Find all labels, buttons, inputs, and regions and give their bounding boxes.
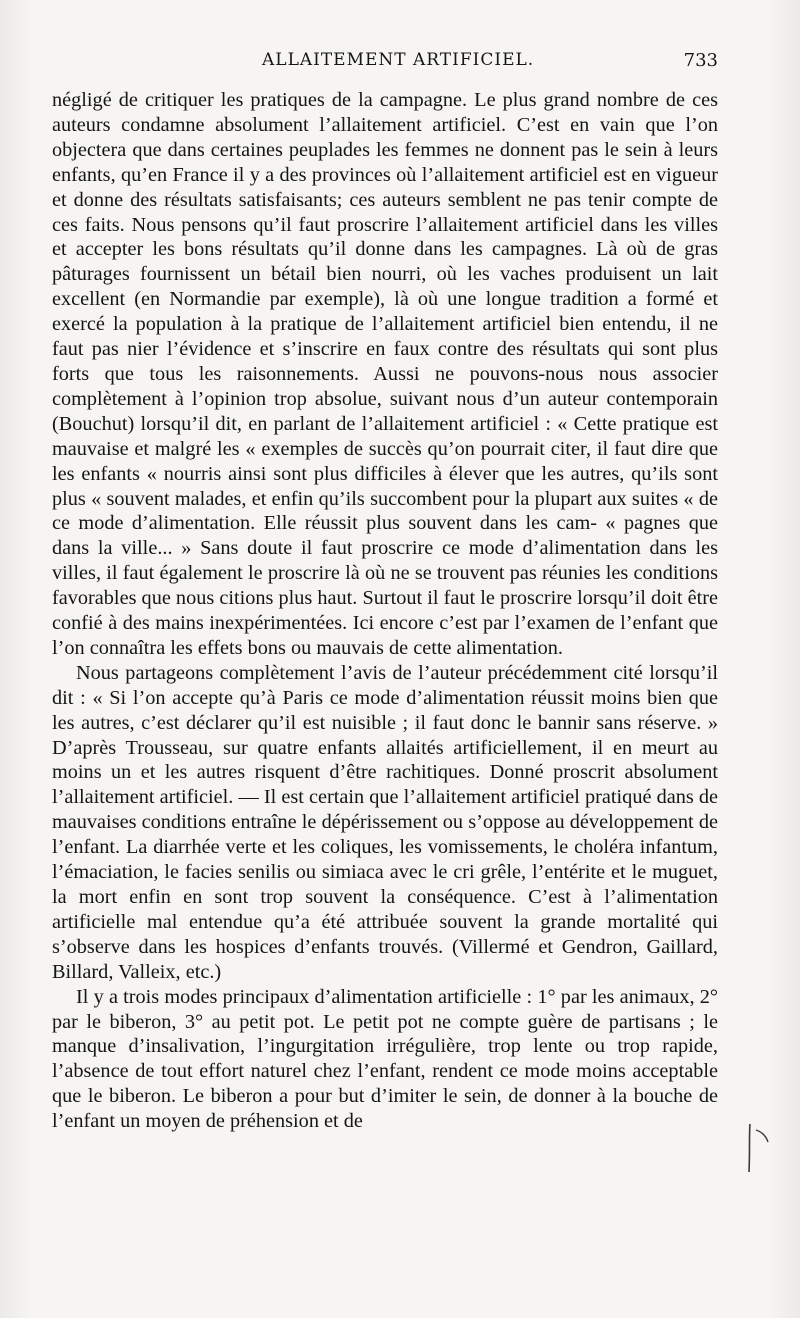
paragraph-3: Il y a trois modes principaux d’alimentation artificielle : 1° par les animaux, 2° par le biberon, 3° au petit pot. Le petit pot ne compte guère de partisans ; le manque d’insalivation, l’ingurgitation irrégulière, trop lente ou trop rapide, l’absence de tout effort naturel chez l’enfant, rendent ce mode moins acceptable que le biberon. Le biberon a pour but d’imiter le sein, de donner à la bouche de l’enfant un moyen de préhension et de (52, 985, 718, 1133)
page-number: 733 (683, 50, 718, 71)
body-text (52, 88, 718, 1134)
page-header (52, 50, 718, 78)
paragraph-1: négligé de critiquer les pratiques de la campagne. Le plus grand nombre de ces auteurs condamne absolument l’allaitement artificiel. C’est en vain que l’on objectera que dans certaines peuplades les femmes ne donnent pas le sein à leurs enfants, qu’en France il y a des provinces où l’allaitement artificiel est en vigueur et donne des résultats satisfaisants; ces auteurs semblent ne pas tenir compte de ces faits. Nous pensons qu’il faut proscrire l’allaitement artificiel dans les villes et accepter les bons résultats qu’il donne dans les campagnes. Là où de gras pâturages fournissent un bétail bien nourri, où les vaches produisent un lait excellent (en Normandie par exemple), là où une longue tradition a formé et exercé la population à la pratique de l’allaitement artificiel bien entendu, il ne faut pas nier l’évidence et s’inscrire en faux contre des résultats qui sont plus forts que tous les raisonnements. Aussi ne pouvons-nous nous associer complètement à l’opinion trop absolue, suivant nous d’un auteur contemporain (Bouchut) lorsqu’il dit, en parlant de l’allaitement artificiel : « Cette pratique est mauvaise et malgré les « exemples de succès qu’on pourrait citer, il faut dire que les enfants « nourris ainsi sont plus difficiles à élever que les autres, qu’ils sont plus « souvent malades, et enfin qu’ils succombent pour la plupart aux suites « de ce mode d’alimentation. Elle réussit plus souvent dans les cam- « pagnes que dans la ville... » Sans doute il faut proscrire ce mode d’alimentation dans les villes, il faut également le proscrire là où ne se trouvent pas réunies les conditions favorables que nous citions plus haut. Surtout il faut le proscrire lorsqu’il doit être confié à des mains inexpérimentées. Ici encore c’est par l’examen de l’enfant que l’on connaîtra les effets bons ou mauvais de cette alimentation. (52, 89, 718, 659)
paragraph-2: Nous partageons complètement l’avis de l’auteur précédemment cité lorsqu’il dit : « Si l’on accepte qu’à Paris ce mode d’alimentation réussit moins bien que les autres, c’est déclarer qu’il est nuisible ; il faut donc le bannir sans réserve. » D’après Trousseau, sur quatre enfants allaités artificiellement, il en meurt au moins un et les autres risquent d’être rachitiques. Donné proscrit absolument l’allaitement artificiel. — Il est certain que l’allaitement artificiel pratiqué dans de mauvaises conditions entraîne le dépérissement ou s’oppose au développement de l’enfant. La diarrhée verte et les coliques, les vomissements, le choléra infantum, l’émaciation, le facies senilis ou simiaca avec le cri grêle, l’entérite et le muguet, la mort enfin en sont trop souvent la conséquence. C’est à l’alimentation artificielle mal entendue qu’a été attribuée souvent la grande mortalité qui s’observe dans les hospices d’enfants trouvés. (Villermé et Gendron, Gaillard, Billard, Valleix, etc.) (52, 661, 718, 983)
margin-pencil-mark-icon (744, 1122, 770, 1174)
running-title: ALLAITEMENT ARTIFICIEL. (262, 50, 535, 70)
